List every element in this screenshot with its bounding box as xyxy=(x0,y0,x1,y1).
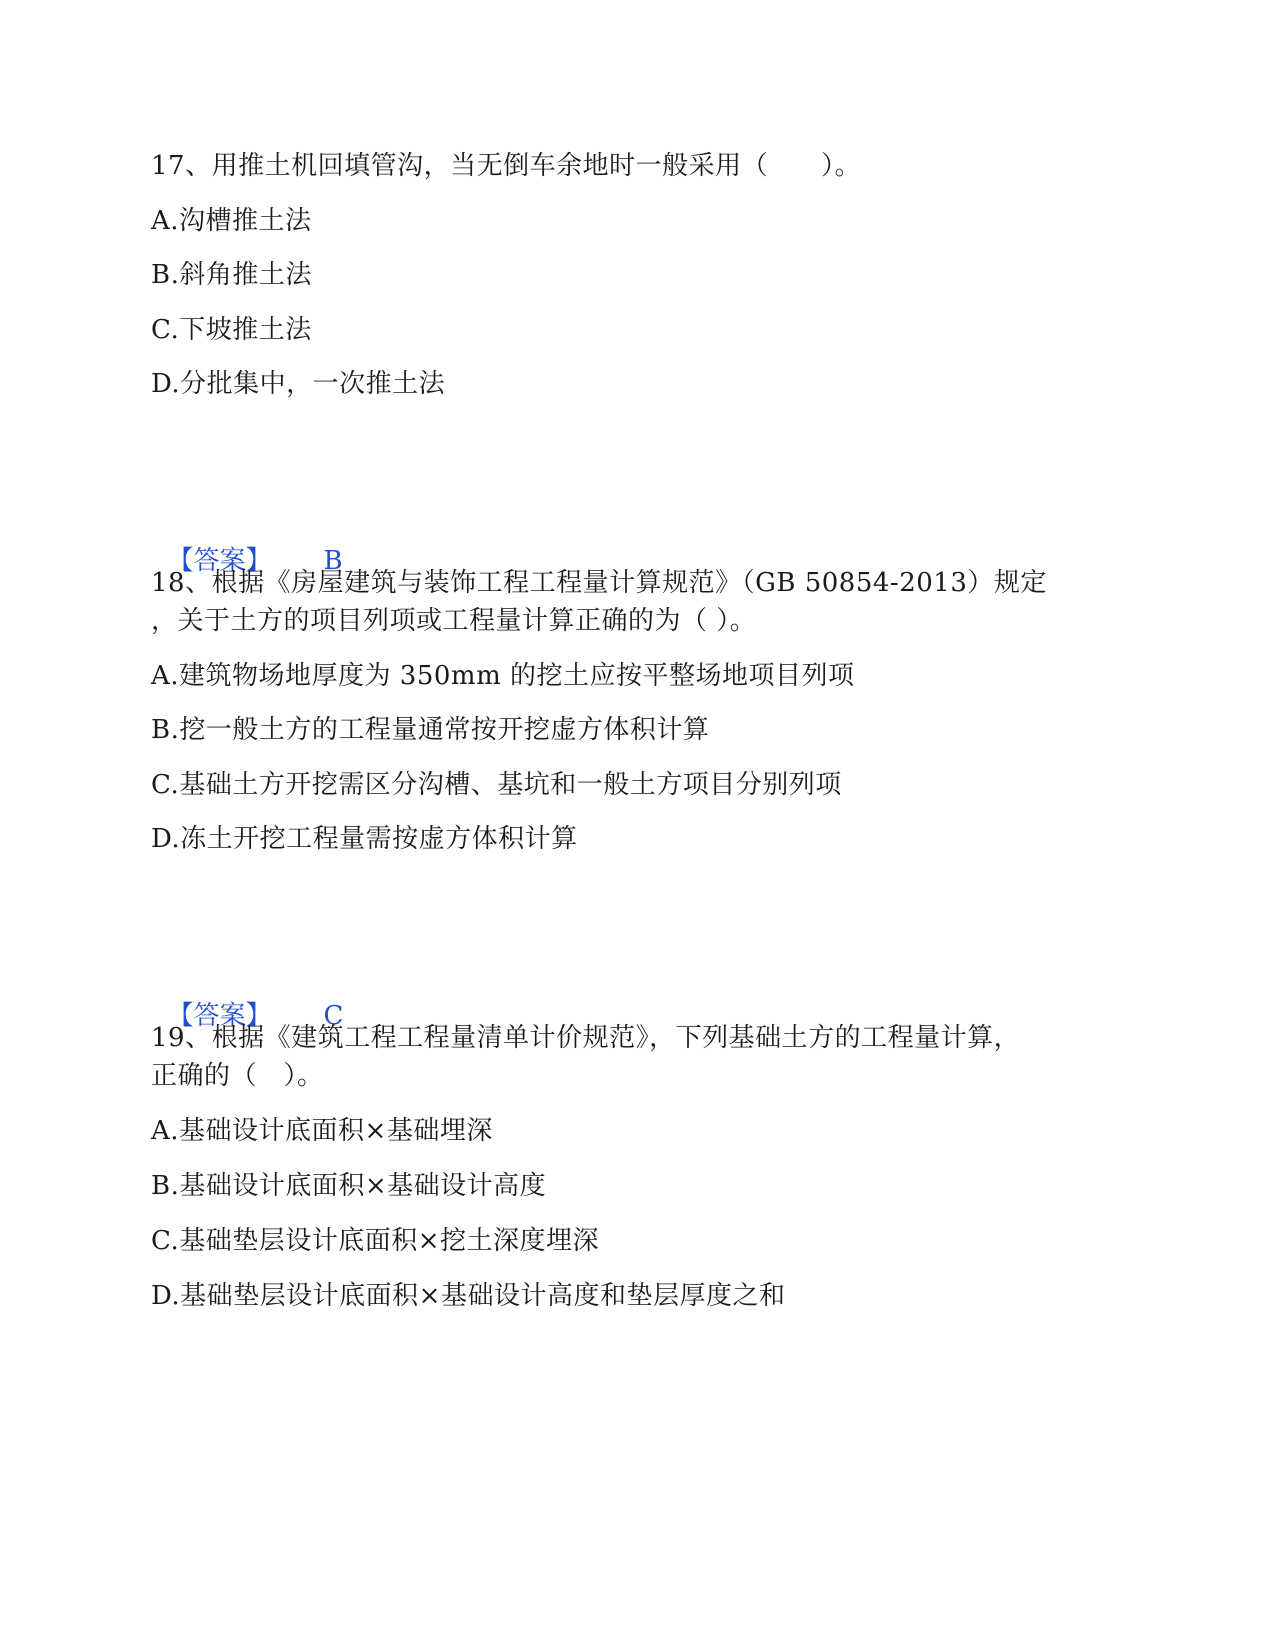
answer-value: B xyxy=(323,546,343,576)
question-19-option-c: C.基础垫层设计底面积×挖土深度埋深 xyxy=(151,1226,600,1256)
question-17-option-b: B.斜角推土法 xyxy=(151,260,312,290)
question-18-option-c: C.基础土方开挖需区分沟槽、基坑和一般土方项目分别列项 xyxy=(151,770,842,800)
question-19-stem-line-1: 19、根据《建筑工程工程量清单计价规范》，下列基础土方的工程量计算， xyxy=(151,1023,1021,1053)
answer-label: 【答案】 xyxy=(167,546,272,576)
question-19-stem-line-2: 正确的（ ）。 xyxy=(151,1061,324,1091)
question-18-option-d: D.冻土开挖工程量需按虚方体积计算 xyxy=(151,824,578,854)
question-17-option-a: A.沟槽推土法 xyxy=(151,206,312,236)
question-18-option-a: A.建筑物场地厚度为 350mm 的挖土应按平整场地项目列项 xyxy=(151,661,855,691)
question-17-option-d: D.分批集中，一次推土法 xyxy=(151,369,446,399)
question-18-stem-line-1: 18、根据《房屋建筑与装饰工程工程量计算规范》（GB 50854-2013）规定 xyxy=(151,568,1047,598)
answer-value: C xyxy=(323,1001,344,1031)
question-19-option-a: A.基础设计底面积×基础埋深 xyxy=(151,1116,493,1146)
question-19-option-d: D.基础垫层设计底面积×基础设计高度和垫层厚度之和 xyxy=(151,1281,786,1311)
answer-label: 【答案】 xyxy=(167,1001,272,1031)
question-18-option-b: B.挖一般土方的工程量通常按开挖虚方体积计算 xyxy=(151,715,710,745)
question-19-option-b: B.基础设计底面积×基础设计高度 xyxy=(151,1171,547,1201)
question-17-option-c: C.下坡推土法 xyxy=(151,315,312,345)
question-17-stem: 17、用推土机回填管沟，当无倒车余地时一般采用（ ）。 xyxy=(151,151,862,181)
question-18-stem-line-2: ，关于土方的项目列项或工程量计算正确的为（ ）。 xyxy=(151,606,757,636)
